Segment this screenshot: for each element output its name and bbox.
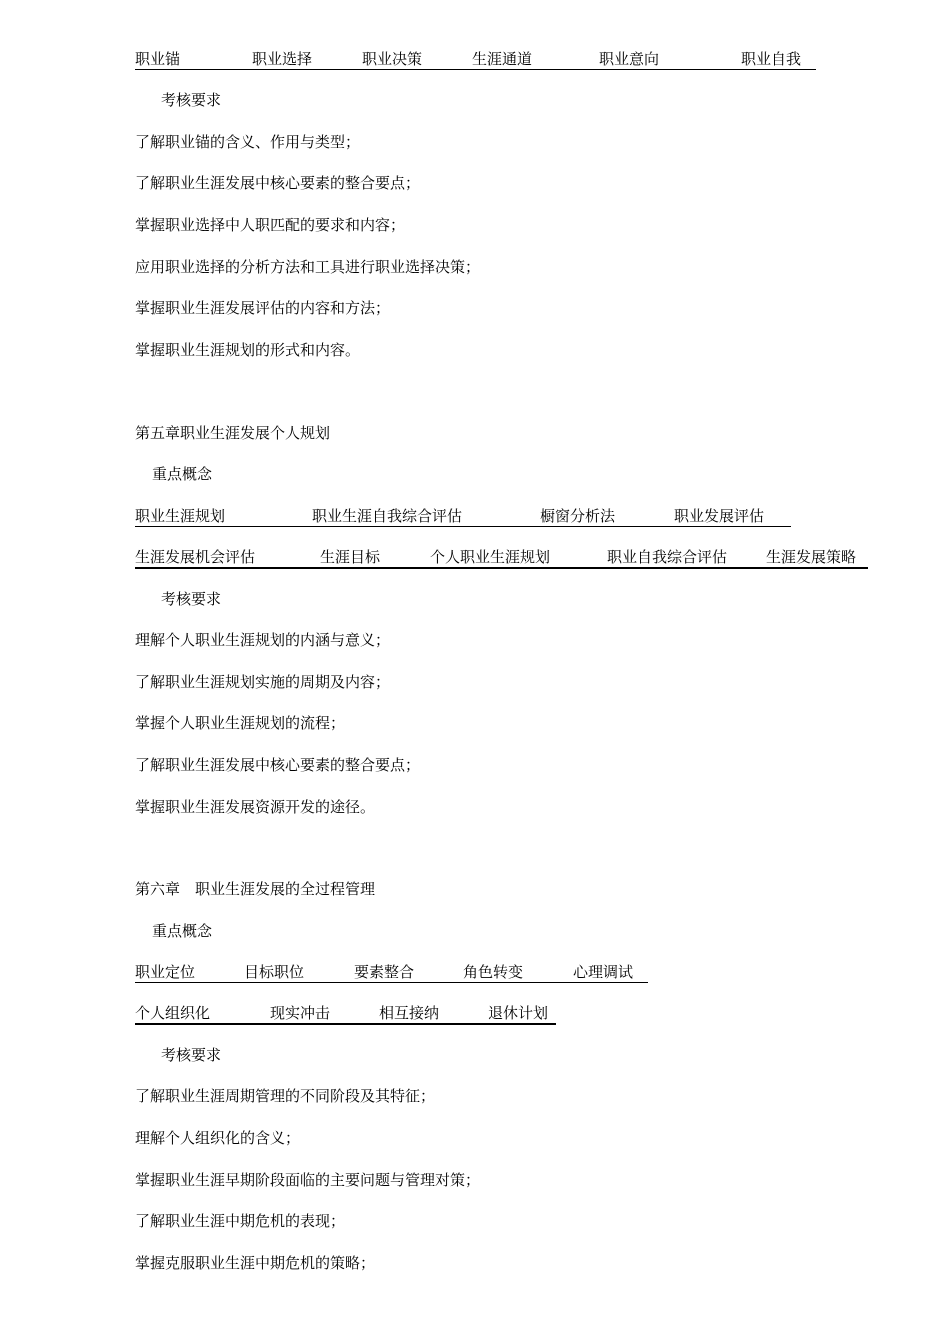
term: 职业意向 [599,50,660,68]
term: 目标职位 [244,963,305,981]
term: 职业选择 [252,50,313,68]
requirement-item: 掌握职业生涯发展评估的内容和方法； [135,299,391,317]
requirement-item: 掌握职业生涯发展资源开发的途径。 [135,798,376,816]
requirement-item: 理解个人职业生涯规划的内涵与意义； [135,631,391,649]
requirement-item: 了解职业生涯发展中核心要素的整合要点； [135,174,421,192]
assessment-heading: 考核要求 [161,1046,222,1064]
key-terms-row [135,1003,556,1025]
requirement-item: 了解职业生涯中期危机的表现； [135,1212,346,1230]
requirement-item: 了解职业生涯周期管理的不同阶段及其特征； [135,1087,436,1105]
requirement-item: 掌握克服职业生涯中期危机的策略； [135,1254,376,1272]
term: 职业生涯规划 [135,507,226,525]
term: 退休计划 [488,1004,549,1022]
term: 生涯发展机会评估 [135,548,256,566]
term: 生涯目标 [320,548,381,566]
term: 个人组织化 [135,1004,211,1022]
assessment-heading: 考核要求 [161,91,222,109]
term: 职业发展评估 [674,507,765,525]
term: 个人职业生涯规划 [430,548,551,566]
term: 职业自我综合评估 [607,548,728,566]
term: 职业定位 [135,963,196,981]
term: 橱窗分析法 [540,507,616,525]
key-terms-row [135,49,816,70]
key-terms-row [135,506,791,527]
chapter-title: 第六章 职业生涯发展的全过程管理 [135,880,376,898]
term: 现实冲击 [270,1004,331,1022]
concepts-heading: 重点概念 [152,465,213,483]
term: 职业决策 [362,50,423,68]
key-terms-row [135,547,868,569]
requirement-item: 了解职业锚的含义、作用与类型； [135,133,361,151]
requirement-item: 掌握职业选择中人职匹配的要求和内容； [135,216,406,234]
term: 职业生涯自我综合评估 [312,507,463,525]
assessment-heading: 考核要求 [161,590,222,608]
requirement-item: 应用职业选择的分析方法和工具进行职业选择决策； [135,258,481,276]
term: 要素整合 [354,963,415,981]
term: 生涯通道 [472,50,533,68]
requirement-item: 理解个人组织化的含义； [135,1129,301,1147]
requirement-item: 掌握个人职业生涯规划的流程； [135,714,346,732]
key-terms-row [135,962,648,983]
term: 生涯发展策略 [766,548,857,566]
concepts-heading: 重点概念 [152,922,213,940]
requirement-item: 了解职业生涯规划实施的周期及内容； [135,673,391,691]
term: 角色转变 [463,963,524,981]
chapter-title: 第五章职业生涯发展个人规划 [135,424,331,442]
requirement-item: 掌握职业生涯规划的形式和内容。 [135,341,361,359]
requirement-item: 了解职业生涯发展中核心要素的整合要点； [135,756,421,774]
term: 职业自我 [741,50,802,68]
term: 相互接纳 [379,1004,440,1022]
term: 职业锚 [135,50,181,68]
requirement-item: 掌握职业生涯早期阶段面临的主要问题与管理对策； [135,1171,481,1189]
term: 心理调试 [573,963,634,981]
